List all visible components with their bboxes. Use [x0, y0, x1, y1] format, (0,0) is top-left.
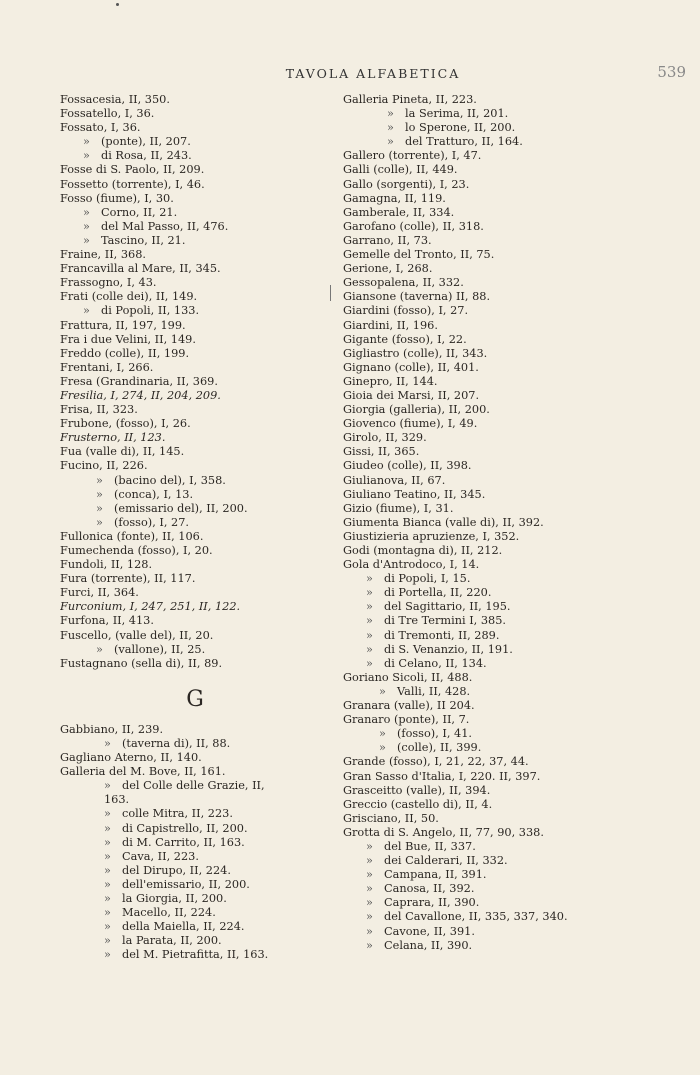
index-entry — [343, 178, 688, 192]
ditto-mark: » — [96, 473, 103, 487]
ditto-mark: » — [366, 572, 373, 586]
ditto-mark: » — [104, 807, 111, 821]
index-entry — [343, 896, 688, 910]
index-entry-text: Furconium, I, 247, 251, II, 122. — [60, 600, 241, 614]
column-divider — [330, 285, 331, 301]
index-entry-text: di S. Venanzio, II, 191. — [384, 642, 513, 656]
ditto-mark: » — [83, 205, 90, 219]
index-entry-text: di Celano, II, 134. — [384, 656, 487, 670]
index-entry — [343, 445, 688, 459]
index-entry-text: Goriano Sicoli, II, 488. — [343, 670, 473, 684]
index-entry-text: del M. Pietrafitta, II, 163. — [122, 948, 269, 962]
index-entry — [60, 192, 330, 206]
ditto-mark: » — [104, 821, 111, 835]
index-entry-text: Gagliano Aterno, II, 140. — [60, 751, 202, 765]
index-entry — [60, 614, 330, 628]
index-entry — [60, 121, 330, 135]
index-entry-text: Giorgia (galleria), II, 200. — [343, 403, 490, 417]
index-entry — [60, 934, 330, 948]
index-entry — [60, 600, 330, 614]
index-entry — [343, 910, 688, 924]
index-entry-text: Galli (colle), II, 449. — [343, 163, 458, 177]
index-entry-text: Grisciano, II, 50. — [343, 811, 439, 825]
index-entry-text: Granara (valle), II 204. — [343, 699, 475, 713]
index-entry — [60, 558, 330, 572]
index-entry — [60, 779, 330, 793]
index-entry-text: Giumenta Bianca (valle di), II, 392. — [343, 515, 544, 529]
index-entry-text: Grande (fosso), I, 21, 22, 37, 44. — [343, 755, 529, 769]
index-entry — [60, 361, 330, 375]
ditto-mark: » — [366, 642, 373, 656]
ditto-mark: » — [366, 839, 373, 853]
index-entry-text: la Serima, II, 201. — [405, 107, 509, 121]
index-entry-text: Garofano (colle), II, 318. — [343, 219, 484, 233]
running-title: TAVOLA ALFABETICA — [285, 66, 461, 81]
ditto-mark: » — [366, 586, 373, 600]
index-entry-text: Grotta di S. Angelo, II, 77, 90, 338. — [343, 825, 544, 839]
index-entry-text: Gamagna, II, 119. — [343, 191, 446, 205]
index-entry-text: Fraine, II, 368. — [60, 248, 146, 262]
index-f-entries — [60, 93, 330, 671]
index-entry-text: del Colle delle Grazie, II, — [122, 779, 265, 793]
index-entry-text: Cavone, II, 391. — [384, 924, 475, 938]
index-entry-text: la Parata, II, 200. — [122, 934, 222, 948]
index-entry — [60, 737, 330, 751]
index-entry — [60, 586, 330, 600]
index-entry — [343, 671, 688, 685]
index-entry — [343, 812, 688, 826]
index-entry — [343, 262, 688, 276]
ditto-mark: » — [104, 736, 111, 750]
index-entry-text: (emissario del), II, 200. — [114, 501, 248, 515]
ditto-mark: » — [366, 600, 373, 614]
section-letter-g: G — [186, 686, 204, 712]
index-entry — [60, 629, 330, 643]
right-index-column — [343, 93, 688, 953]
index-entry-text: Fua (valle di), II, 145. — [60, 445, 185, 459]
index-entry — [343, 248, 688, 262]
index-entry — [343, 741, 688, 755]
index-entry-text: Campana, II, 391. — [384, 868, 487, 882]
index-entry — [343, 925, 688, 939]
index-entry-text: (conca), I, 13. — [114, 487, 194, 501]
index-entry-text: Fullonica (fonte), II, 106. — [60, 529, 204, 543]
index-entry-text: Giansone (taverna) II, 88. — [343, 290, 491, 304]
index-entry-text: Giudeo (colle), II, 398. — [343, 459, 472, 473]
index-entry-text: Frusterno, II, 123. — [60, 431, 166, 445]
index-entry — [60, 220, 330, 234]
ditto-mark: » — [104, 863, 111, 877]
index-entry-text: (vallone), II, 25. — [114, 642, 206, 656]
index-entry-text: di Popoli, II, 133. — [101, 304, 200, 318]
index-entry — [343, 304, 688, 318]
index-entry-text: Giardini, II, 196. — [343, 318, 438, 332]
index-entry-text: di Tre Termini I, 385. — [384, 614, 506, 628]
index-entry-text: Gallo (sorgenti), I, 23. — [343, 177, 470, 191]
index-entry-text: dei Calderari, II, 332. — [384, 854, 508, 868]
index-entry — [60, 822, 330, 836]
index-entry-text: (taverna di), II, 88. — [122, 736, 231, 750]
index-entry — [60, 445, 330, 459]
index-entry-text: Fumechenda (fosso), I, 20. — [60, 544, 213, 557]
index-entry-text: Gizio (fiume), I, 31. — [343, 501, 454, 515]
index-entry — [60, 276, 330, 290]
index-entry — [343, 361, 688, 375]
index-entry-text: Gignano (colle), II, 401. — [343, 360, 479, 374]
index-entry — [60, 488, 330, 502]
index-entry — [60, 234, 330, 248]
ditto-mark: » — [96, 487, 103, 501]
index-entry — [343, 544, 688, 558]
index-entry-text: di Popoli, I, 15. — [384, 572, 471, 586]
index-entry-text: Fra i due Velini, II, 149. — [60, 332, 196, 346]
index-entry — [343, 163, 688, 177]
index-entry-text: Garrano, II, 73. — [343, 233, 432, 247]
index-entry — [343, 600, 688, 614]
ditto-mark: » — [379, 741, 386, 755]
index-entry-text: Fosso (fiume), I, 30. — [60, 191, 174, 205]
ditto-mark: » — [387, 121, 394, 135]
index-entry-text: Gigante (fosso), I, 22. — [343, 332, 467, 346]
index-entry-text: Fossacesia, II, 350. — [60, 93, 170, 106]
index-entry — [343, 643, 688, 657]
index-entry-text: Celana, II, 390. — [384, 938, 473, 952]
index-entry — [343, 727, 688, 741]
index-entry-text: Fura (torrente), II, 117. — [60, 572, 196, 586]
index-entry — [343, 868, 688, 882]
index-entry-text: Gissi, II, 365. — [343, 445, 420, 459]
index-entry — [60, 149, 330, 163]
index-entry-text: della Maiella, II, 224. — [122, 920, 245, 934]
index-entry — [60, 347, 330, 361]
page-number: 539 — [657, 63, 686, 81]
index-entry-text: Fosse di S. Paolo, II, 209. — [60, 163, 205, 177]
index-entry — [60, 459, 330, 473]
ditto-mark: » — [83, 304, 90, 318]
index-entry — [343, 220, 688, 234]
index-entry-text: Gran Sasso d'Italia, I, 220. II, 397. — [343, 769, 541, 783]
index-entry-text: Fossatello, I, 36. — [60, 107, 155, 121]
index-entry — [343, 502, 688, 516]
index-entry-text: la Giorgia, II, 200. — [122, 891, 227, 905]
ditto-mark: » — [104, 934, 111, 948]
index-entry — [60, 319, 330, 333]
index-entry — [343, 319, 688, 333]
index-entry-text: Frassogno, I, 43. — [60, 276, 157, 290]
index-entry — [343, 347, 688, 361]
index-entry-text: Valli, II, 428. — [397, 684, 471, 698]
index-entry-text: Cava, II, 223. — [122, 849, 199, 863]
index-entry — [343, 882, 688, 896]
index-entry — [60, 290, 330, 304]
index-entry-text: Galleria del M. Bove, II, 161. — [60, 765, 226, 779]
index-entry — [343, 755, 688, 769]
index-entry — [343, 488, 688, 502]
print-speck — [116, 3, 119, 6]
ditto-mark: » — [366, 938, 373, 952]
index-entry — [343, 516, 688, 530]
index-entry — [60, 206, 330, 220]
index-entry-text: Gamberale, II, 334. — [343, 205, 455, 219]
index-entry — [60, 765, 330, 779]
ditto-mark: » — [366, 854, 373, 868]
index-entry-text: 163. — [104, 793, 130, 807]
index-entry-text: di Rosa, II, 243. — [101, 149, 192, 163]
ditto-mark: » — [366, 868, 373, 882]
ditto-mark: » — [366, 628, 373, 642]
index-entry — [343, 375, 688, 389]
ditto-mark: » — [83, 219, 90, 233]
index-entry-text: del Mal Passo, II, 476. — [101, 219, 229, 233]
index-entry — [60, 836, 330, 850]
index-entry-text: Frisa, II, 323. — [60, 403, 138, 417]
index-entry-text: Granaro (ponte), II, 7. — [343, 713, 470, 727]
index-entry-text: Canosa, II, 392. — [384, 882, 475, 896]
index-entry-text: Fundoli, II, 128. — [60, 558, 153, 572]
index-entry-text: Girolo, II, 329. — [343, 431, 427, 445]
ditto-mark: » — [104, 891, 111, 905]
index-entry-text: Gallero (torrente), I, 47. — [343, 149, 482, 163]
ditto-mark: » — [104, 779, 111, 793]
index-entry — [60, 643, 330, 657]
index-entry — [60, 333, 330, 347]
index-entry — [343, 784, 688, 798]
index-entry-text: di Tremonti, II, 289. — [384, 628, 500, 642]
index-entry-text: (bacino del), I, 358. — [114, 473, 226, 487]
index-entry-text: (ponte), II, 207. — [101, 135, 191, 149]
index-entry-text: del Sagittario, II, 195. — [384, 600, 511, 614]
index-entry — [343, 276, 688, 290]
index-entry — [60, 793, 330, 807]
index-entry — [60, 516, 330, 530]
index-entry — [343, 107, 688, 121]
index-entry — [343, 798, 688, 812]
index-entry — [343, 192, 688, 206]
index-entry — [60, 178, 330, 192]
ditto-mark: » — [387, 135, 394, 149]
index-entry-text: Gemelle del Tronto, II, 75. — [343, 248, 495, 262]
index-entry-text: Furfona, II, 413. — [60, 614, 154, 628]
index-entry-text: Giuliano Teatino, II, 345. — [343, 487, 486, 501]
index-entry-text: Corno, II, 21. — [101, 205, 178, 219]
index-entry — [343, 333, 688, 347]
index-entry — [60, 544, 330, 558]
index-entry — [343, 121, 688, 135]
index-entry — [343, 290, 688, 304]
index-entry-text: di Portella, II, 220. — [384, 586, 492, 600]
index-entry — [343, 629, 688, 643]
ditto-mark: » — [104, 920, 111, 934]
index-entry-text: Fuscello, (valle del), II, 20. — [60, 628, 214, 642]
ditto-mark: » — [104, 948, 111, 962]
index-entry — [60, 417, 330, 431]
index-entry — [343, 389, 688, 403]
index-entry — [343, 685, 688, 699]
index-entry — [60, 920, 330, 934]
index-entry — [343, 558, 688, 572]
index-entry — [343, 135, 688, 149]
index-entry-text: Gola d'Antrodoco, I, 14. — [343, 558, 480, 572]
ditto-mark: » — [366, 656, 373, 670]
index-entry — [60, 163, 330, 177]
index-entry — [60, 135, 330, 149]
index-entry-text: Gabbiano, II, 239. — [60, 722, 164, 736]
index-entry-text: (fosso), I, 27. — [114, 515, 189, 529]
index-entry — [60, 474, 330, 488]
ditto-mark: » — [104, 849, 111, 863]
index-entry-text: Fossetto (torrente), I, 46. — [60, 177, 205, 191]
index-entry-text: Galleria Pineta, II, 223. — [343, 93, 477, 106]
index-entry — [343, 939, 688, 953]
index-entry — [60, 375, 330, 389]
index-entry — [60, 892, 330, 906]
index-entry-text: colle Mitra, II, 223. — [122, 807, 233, 821]
index-entry-text: Gessopalena, II, 332. — [343, 276, 464, 290]
left-index-column — [60, 93, 330, 962]
index-entry — [60, 850, 330, 864]
index-entry-text: del Bue, II, 337. — [384, 839, 476, 853]
index-entry-text: Tascino, II, 21. — [101, 233, 186, 247]
index-entry — [60, 864, 330, 878]
index-entry-text: lo Sperone, II, 200. — [405, 121, 516, 135]
index-entry-text: del Cavallone, II, 335, 337, 340. — [384, 910, 568, 924]
index-g-continued-entries — [343, 93, 688, 953]
index-entry-text: Caprara, II, 390. — [384, 896, 480, 910]
index-entry — [60, 723, 330, 737]
index-entry-text: Giulianova, II, 67. — [343, 473, 446, 487]
index-entry — [60, 262, 330, 276]
index-entry — [60, 878, 330, 892]
index-entry — [343, 770, 688, 784]
index-entry — [343, 530, 688, 544]
index-entry-text: dell'emissario, II, 200. — [122, 877, 250, 891]
index-entry-text: Ginepro, II, 144. — [343, 374, 438, 388]
ditto-mark: » — [366, 924, 373, 938]
ditto-mark: » — [387, 107, 394, 121]
index-entry — [60, 530, 330, 544]
index-entry-text: Giovenco (fiume), I, 49. — [343, 417, 478, 431]
index-entry — [60, 906, 330, 920]
index-entry-text: del Tratturo, II, 164. — [405, 135, 523, 149]
index-entry — [343, 234, 688, 248]
index-entry — [343, 474, 688, 488]
index-entry-text: Grasceitto (valle), II, 394. — [343, 783, 491, 797]
ditto-mark: » — [83, 135, 90, 149]
index-entry — [60, 403, 330, 417]
index-entry — [343, 93, 688, 107]
index-entry — [60, 751, 330, 765]
index-entry-text: Giardini (fosso), I, 27. — [343, 304, 469, 318]
ditto-mark: » — [366, 882, 373, 896]
index-entry — [343, 431, 688, 445]
index-entry-text: (fosso), I, 41. — [397, 727, 472, 741]
index-entry-text: Frattura, II, 197, 199. — [60, 318, 186, 332]
index-entry-text: Greccio (castello di), II, 4. — [343, 797, 493, 811]
index-entry-text: Fustagnano (sella di), II, 89. — [60, 656, 223, 670]
index-entry — [343, 826, 688, 840]
ditto-mark: » — [96, 642, 103, 656]
index-entry-text: Furci, II, 364. — [60, 586, 139, 600]
index-entry — [343, 699, 688, 713]
index-entry — [60, 304, 330, 318]
ditto-mark: » — [366, 896, 373, 910]
index-entry — [343, 206, 688, 220]
ditto-mark: » — [104, 906, 111, 920]
index-entry — [343, 854, 688, 868]
index-entry — [60, 389, 330, 403]
index-entry-text: Giustizieria apruzienze, I, 352. — [343, 529, 520, 543]
index-entry — [60, 948, 330, 962]
index-entry — [343, 149, 688, 163]
index-entry — [343, 586, 688, 600]
index-entry-text: di Capistrello, II, 200. — [122, 821, 248, 835]
index-entry — [343, 713, 688, 727]
index-entry-text: Gerione, I, 268. — [343, 262, 433, 276]
ditto-mark: » — [83, 149, 90, 163]
index-entry-text: Gigliastro (colle), II, 343. — [343, 346, 488, 360]
index-entry — [343, 459, 688, 473]
ditto-mark: » — [96, 501, 103, 515]
index-entry — [60, 502, 330, 516]
index-entry-text: Freddo (colle), II, 199. — [60, 346, 190, 360]
index-entry — [60, 572, 330, 586]
ditto-mark: » — [104, 877, 111, 891]
index-entry-text: Godi (montagna di), II, 212. — [343, 544, 503, 557]
index-entry-text: Francavilla al Mare, II, 345. — [60, 262, 221, 276]
index-entry — [343, 657, 688, 671]
index-entry — [60, 93, 330, 107]
index-entry — [60, 657, 330, 671]
index-entry-text: Frentani, I, 266. — [60, 360, 154, 374]
index-entry-text: Fresilia, I, 274, II, 204, 209. — [60, 388, 221, 402]
index-entry — [343, 840, 688, 854]
index-entry-text: Fresa (Grandinaria, II, 369. — [60, 374, 218, 388]
index-entry — [60, 107, 330, 121]
index-entry-text: di M. Carrito, II, 163. — [122, 835, 245, 849]
index-entry — [60, 431, 330, 445]
index-entry — [60, 807, 330, 821]
index-entry — [343, 403, 688, 417]
page-header — [60, 63, 686, 84]
index-entry-text: Gioia dei Marsi, II, 207. — [343, 388, 480, 402]
index-entry — [343, 572, 688, 586]
ditto-mark: » — [96, 515, 103, 529]
index-entry-text: Macello, II, 224. — [122, 906, 216, 920]
ditto-mark: » — [83, 233, 90, 247]
index-entry — [343, 417, 688, 431]
index-entry — [343, 614, 688, 628]
index-g-entries — [60, 723, 330, 963]
ditto-mark: » — [379, 684, 386, 698]
ditto-mark: » — [104, 835, 111, 849]
index-entry-text: Fucino, II, 226. — [60, 459, 148, 473]
index-entry-text: (colle), II, 399. — [397, 741, 482, 755]
index-entry-text: Frati (colle dei), II, 149. — [60, 290, 198, 304]
ditto-mark: » — [379, 727, 386, 741]
index-entry — [60, 248, 330, 262]
index-entry-text: del Dirupo, II, 224. — [122, 863, 231, 877]
index-entry-text: Frubone, (fosso), I, 26. — [60, 417, 191, 431]
index-entry-text: Fossato, I, 36. — [60, 121, 141, 135]
ditto-mark: » — [366, 910, 373, 924]
ditto-mark: » — [366, 614, 373, 628]
